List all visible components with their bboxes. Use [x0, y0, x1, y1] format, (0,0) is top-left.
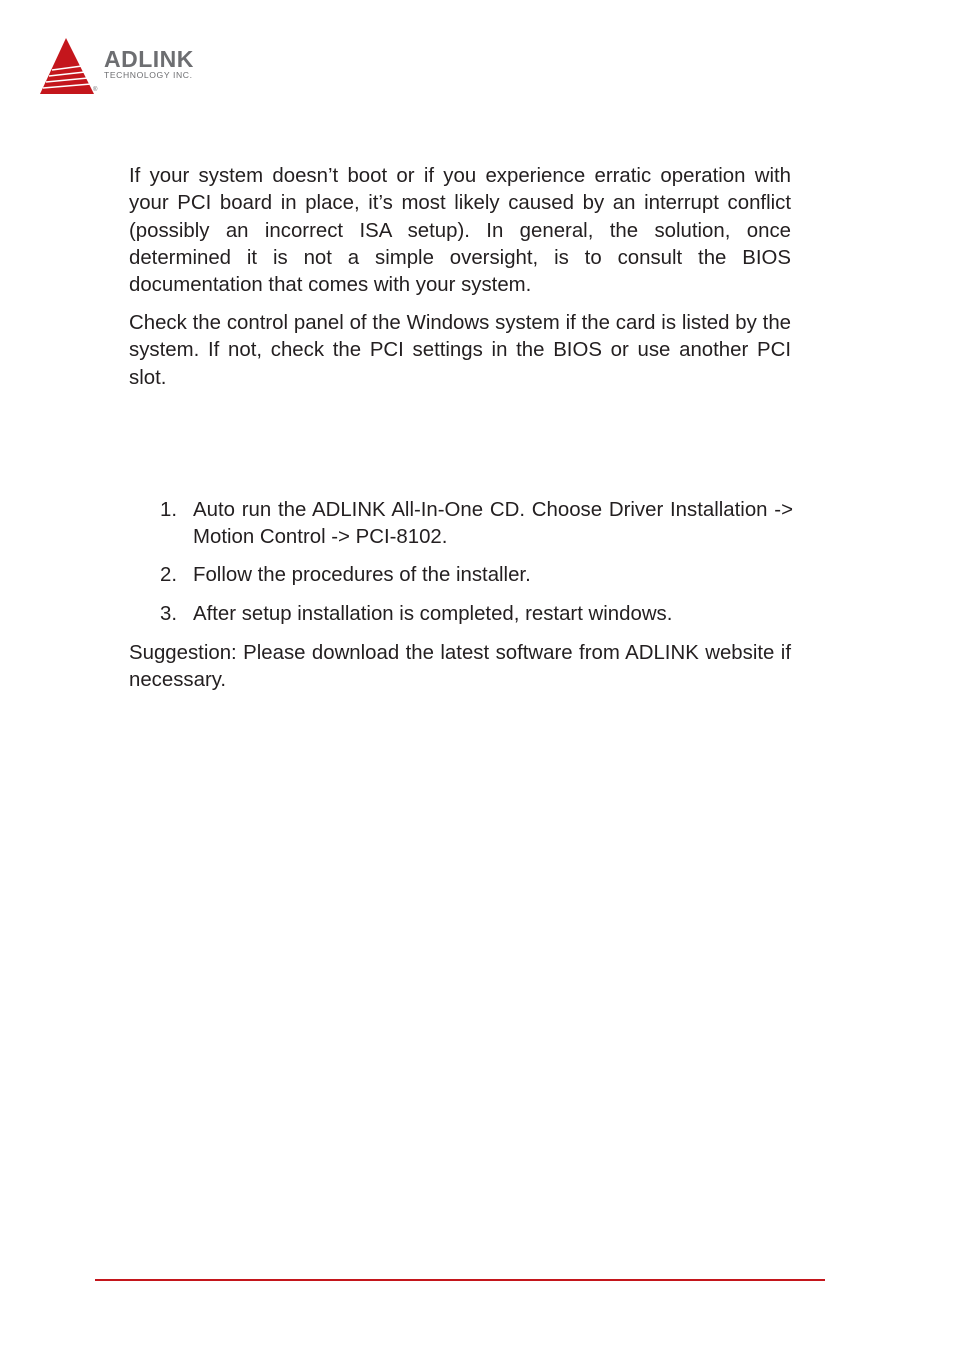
logo-wordmark: ADLINK — [104, 46, 194, 72]
step-number: 1. — [160, 499, 178, 521]
step-text: After setup installation is completed, restart windows. — [193, 603, 673, 625]
step-number: 2. — [160, 564, 178, 586]
adlink-logo — [38, 36, 238, 100]
step-text: Follow the procedures of the installer. — [193, 564, 531, 586]
footer-divider — [95, 1279, 825, 1281]
step-number: 3. — [160, 603, 178, 625]
suggestion-paragraph: Suggestion: Please download the latest software from ADLINK website if necessary. — [129, 642, 791, 692]
list-item — [160, 601, 793, 628]
list-item — [160, 497, 793, 552]
logo-tagline: TECHNOLOGY INC. — [104, 70, 193, 80]
control-panel-paragraph: Check the control panel of the Windows system if the card is listed by the system. If not, check the PCI settings in the BIOS or use another PCI slot. — [129, 312, 791, 389]
step-text: Auto run the ADLINK All-In-One CD. Choose Driver Installation -> Motion Control -> PCI-8102. — [193, 499, 793, 549]
troubleshooting-paragraph: If your system doesn’t boot or if you experience erratic operation with your PCI board in place, it’s most likely caused by an interrupt conflict (possibly an incorrect ISA setup). In general, the solution, once determined it is not a simple oversight, is to consult the BIOS documentation that comes with your system. — [129, 165, 791, 297]
list-item — [160, 562, 793, 589]
registered-mark: ® — [93, 87, 98, 93]
